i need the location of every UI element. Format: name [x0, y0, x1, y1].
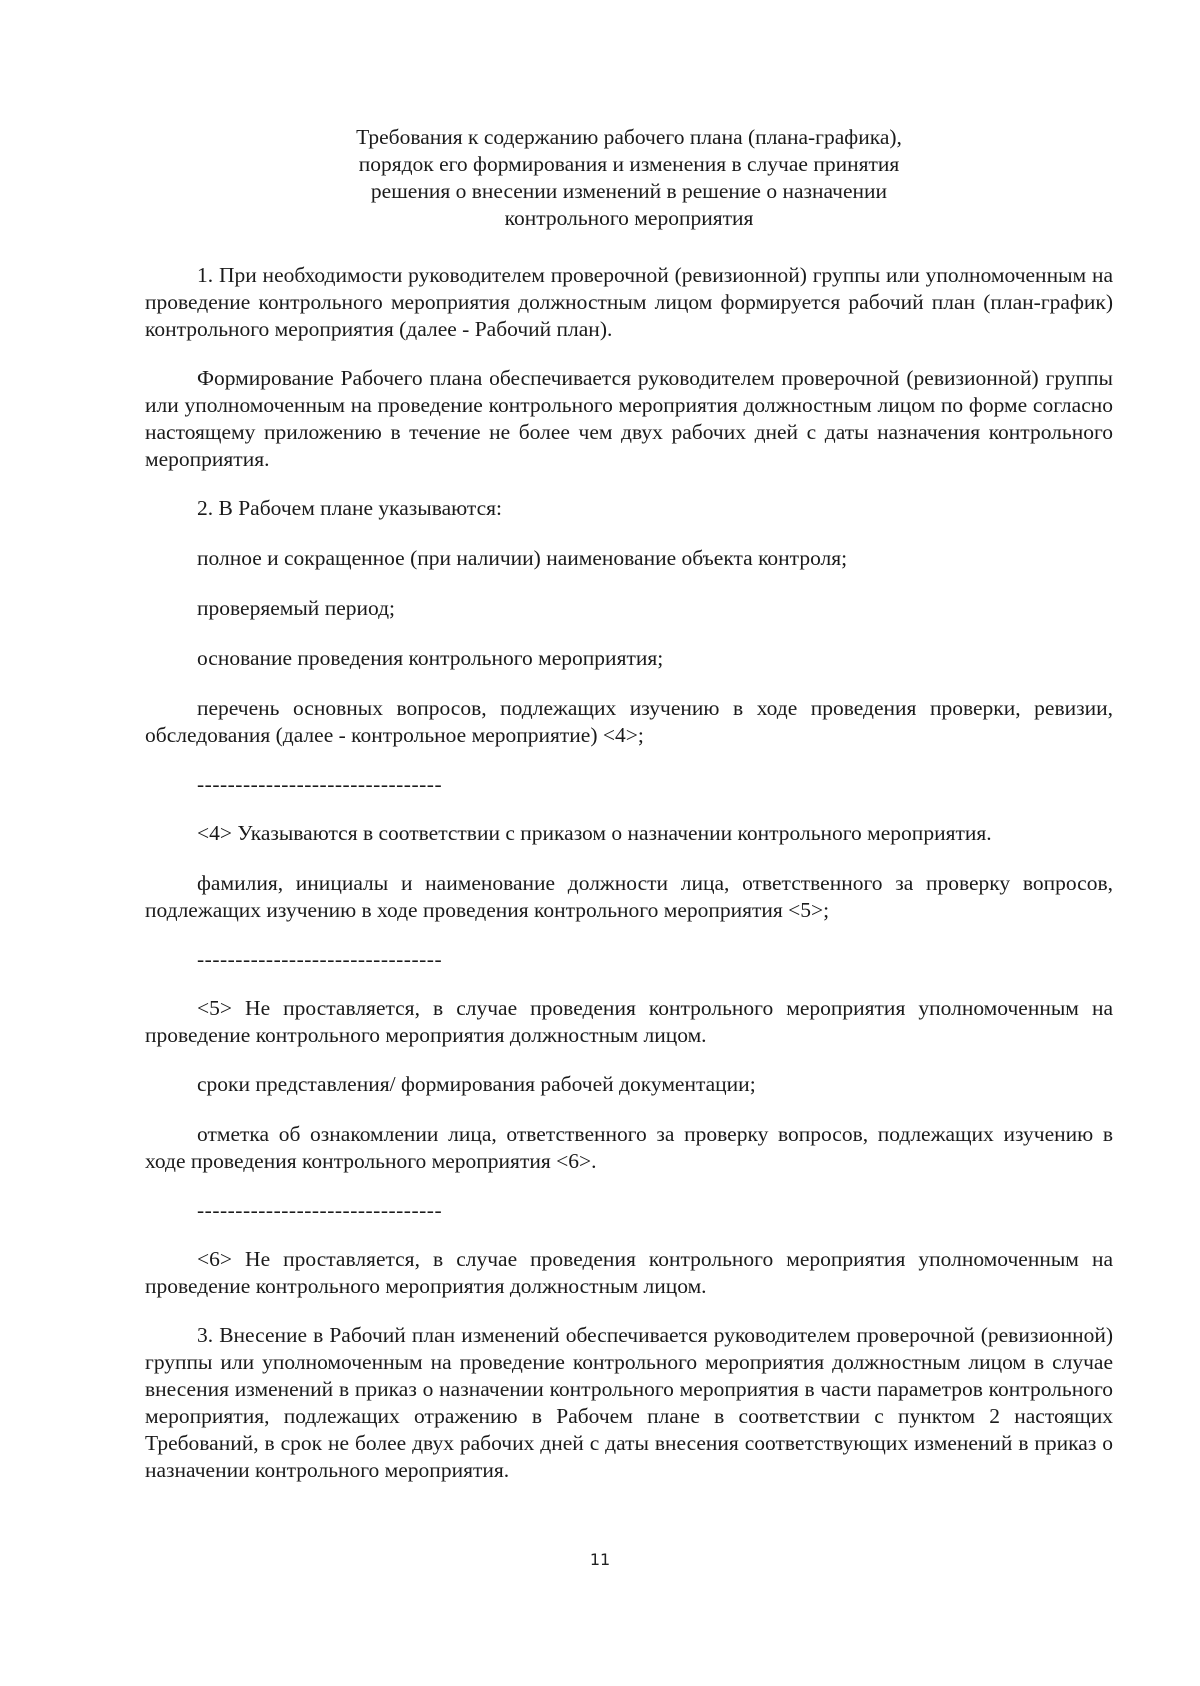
list-item: перечень основных вопросов, подлежащих изучению в ходе проведения проверки, ревизии, обследования (далее - контрольное мероприятие) <4>;	[145, 696, 1113, 747]
footnote-separator: --------------------------------	[197, 1198, 443, 1222]
footnote-4: <4> Указываются в соответствии с приказом о назначении контрольного мероприятия.	[197, 821, 992, 845]
title-line: контрольного мероприятия	[504, 206, 754, 230]
list-item: сроки представления/ формирования рабочей документации;	[197, 1072, 756, 1096]
document-title	[145, 124, 1113, 232]
footnote-separator: --------------------------------	[197, 947, 443, 971]
page-number: 11	[589, 1550, 611, 1569]
title-line: порядок его формирования и изменения в случае принятия	[358, 152, 900, 176]
title-line: Требования к содержанию рабочего плана (плана-графика),	[356, 125, 902, 149]
paragraph-formation: Формирование Рабочего плана обеспечивается руководителем проверочной (ревизионной) группы или уполномоченным на проведение контрольного мероприятия должностным лицом по форме согласно настоящему приложению в течение не более чем двух рабочих дней с даты назначения контрольного мероприятия.	[145, 366, 1113, 471]
document-page	[145, 124, 1113, 1506]
paragraph-3: 3. Внесение в Рабочий план изменений обеспечивается руководителем проверочной (ревизионной) группы или уполномоченным на проведение контрольного мероприятия должностным лицом в случае внесения изменений в приказ о назначении контрольного мероприятия в части параметров контрольного мероприятия, подлежащих отражению в Рабочем плане в соответствии с пунктом 2 настоящих Требований, в срок не более двух рабочих дней с даты внесения соответствующих изменений в приказ о назначении контрольного мероприятия.	[145, 1323, 1113, 1482]
list-item: полное и сокращенное (при наличии) наименование объекта контроля;	[197, 546, 848, 570]
footnote-separator: --------------------------------	[197, 772, 443, 796]
list-item: фамилия, инициалы и наименование должности лица, ответственного за проверку вопросов, подлежащих изучению в ходе проведения контрольного мероприятия <5>;	[145, 871, 1113, 922]
title-line: решения о внесении изменений в решение о назначении	[370, 179, 888, 203]
footnote-5: <5> Не проставляется, в случае проведения контрольного мероприятия уполномоченным на проведение контрольного мероприятия должностным лицом.	[145, 996, 1113, 1047]
list-item: отметка об ознакомлении лица, ответственного за проверку вопросов, подлежащих изучению в ходе проведения контрольного мероприятия <6>.	[145, 1122, 1113, 1173]
paragraph-1: 1. При необходимости руководителем проверочной (ревизионной) группы или уполномоченным на проведение контрольного мероприятия должностным лицом формируется рабочий план (план-график) контрольного мероприятия (далее - Рабочий план).	[145, 263, 1113, 341]
paragraph-2: 2. В Рабочем плане указываются:	[197, 496, 502, 520]
list-item: проверяемый период;	[197, 596, 396, 620]
footnote-6: <6> Не проставляется, в случае проведения контрольного мероприятия уполномоченным на проведение контрольного мероприятия должностным лицом.	[145, 1247, 1113, 1298]
list-item: основание проведения контрольного мероприятия;	[197, 646, 664, 670]
